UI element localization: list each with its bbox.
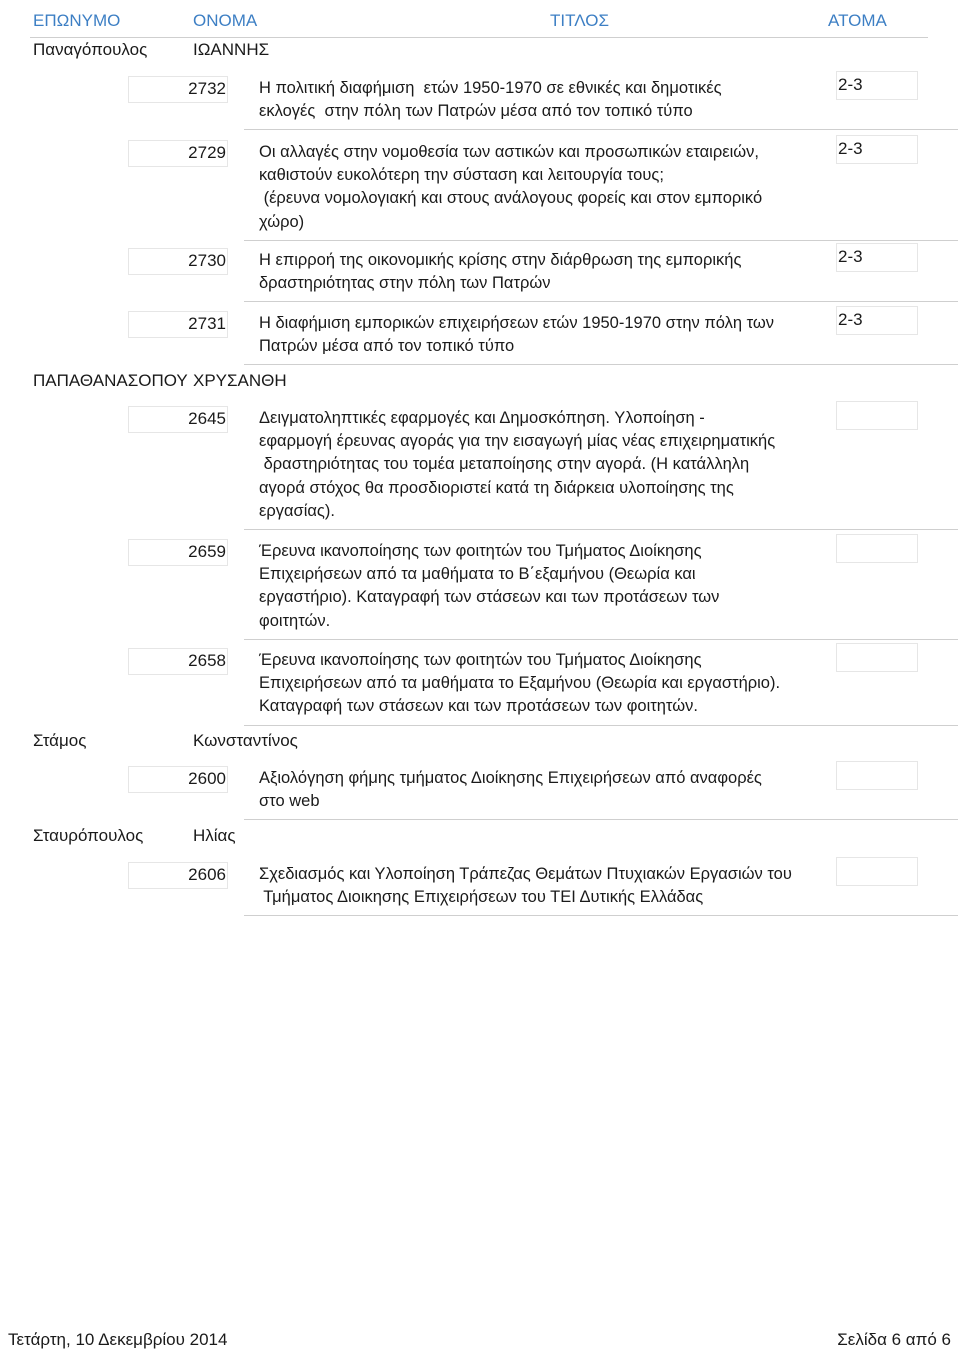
- thesis-title: [259, 767, 819, 813]
- thesis-title-line: εφαρμογή έρευνας αγοράς για την εισαγωγή μίας νέας επιχειρηματικής: [259, 432, 776, 451]
- row-divider: [244, 915, 958, 916]
- people-count-box: [836, 401, 918, 430]
- thesis-row: [0, 645, 960, 727]
- header-name: ΟΝΟΜΑ: [193, 11, 258, 30]
- header-people: ΑΤΟΜΑ: [828, 11, 887, 30]
- person-row: [30, 826, 928, 852]
- thesis-code: 2659: [188, 542, 226, 561]
- thesis-row: [0, 763, 960, 821]
- thesis-title-line: χώρο): [259, 212, 305, 231]
- thesis-title-line: αγορά στόχος θα προσδιοριστεί κατά τη διάρκεια υλοποίησης της: [259, 478, 734, 497]
- person-surname: ΠΑΠΑΘΑΝΑΣΟΠΟΥ: [33, 371, 188, 390]
- thesis-title: [259, 249, 819, 295]
- thesis-title-line: στο web: [259, 792, 320, 811]
- people-count-box: [836, 643, 918, 672]
- thesis-title-line: Καταγραφή των στάσεων και των προτάσεων των φοιτητών.: [259, 697, 698, 716]
- thesis-title: [259, 77, 819, 123]
- people-count-box: [836, 534, 918, 563]
- thesis-title-line: Η πολιτική διαφήμιση ετών 1950-1970 σε εθνικές και δημοτικές: [259, 79, 722, 97]
- thesis-title-line: Η επιρροή της οικονομικής κρίσης στην διάρθρωση της εμπορικής: [259, 251, 742, 269]
- thesis-row: [0, 859, 960, 917]
- people-count-box: [836, 761, 918, 790]
- person-surname: Σταυρόπουλος: [33, 826, 144, 845]
- people-count-box: [836, 857, 918, 886]
- thesis-code: 2658: [188, 651, 226, 670]
- thesis-title: [259, 649, 819, 719]
- thesis-code: 2730: [188, 251, 226, 270]
- person-row: [30, 40, 928, 66]
- thesis-title-line: Σχεδιασμός και Υλοποίηση Τράπεζας Θεμάτων Πτυχιακών Εργασιών του: [259, 865, 792, 883]
- thesis-title: [259, 407, 819, 523]
- row-divider: [244, 529, 958, 530]
- person-surname: Παναγόπουλος: [33, 40, 148, 59]
- thesis-title-line: φοιτητών.: [259, 611, 331, 630]
- thesis-row: [0, 403, 960, 531]
- thesis-row: [0, 137, 960, 242]
- thesis-title-line: Έρευνα ικανοποίησης των φοιτητών του Τμήματος Διοίκησης: [259, 651, 702, 669]
- row-divider: [244, 240, 958, 241]
- thesis-title-line: δραστηριότητας στην πόλη των Πατρών: [259, 274, 551, 293]
- person-row: [30, 731, 928, 757]
- thesis-row: [0, 536, 960, 641]
- row-divider: [244, 819, 958, 820]
- person-row: [30, 371, 928, 397]
- person-name: ΧΡΥΣΑΝΘΗ: [193, 371, 287, 390]
- thesis-title-line: Επιχειρήσεων από τα μαθήματα το Β΄εξαμήνου (Θεωρία και: [259, 565, 696, 584]
- thesis-row: [0, 308, 960, 366]
- person-name: Κωνσταντίνος: [193, 731, 298, 750]
- thesis-row: [0, 73, 960, 131]
- thesis-title-line: Έρευνα ικανοποίησης των φοιτητών του Τμήματος Διοίκησης: [259, 542, 702, 560]
- header-surname: ΕΠΩΝΥΜΟ: [33, 11, 121, 30]
- thesis-title-line: εργαστήριο). Καταγραφή των στάσεων και των προτάσεων των: [259, 588, 720, 607]
- row-divider: [244, 639, 958, 640]
- footer-date: Τετάρτη, 10 Δεκεμβρίου 2014: [8, 1330, 228, 1349]
- person-name: Ηλίας: [193, 826, 236, 845]
- thesis-code: 2645: [188, 409, 226, 428]
- thesis-title: [259, 141, 819, 234]
- thesis-title-line: καθιστούν ευκολότερη την σύσταση και λειτουργία τους;: [259, 166, 664, 185]
- thesis-code: 2731: [188, 314, 226, 333]
- thesis-title-line: Πατρών μέσα από τον τοπικό τύπο: [259, 337, 515, 356]
- thesis-code: 2600: [188, 769, 226, 788]
- thesis-title-line: Επιχειρήσεων από τα μαθήματα το Εξαμήνου (Θεωρία και εργαστήριο).: [259, 674, 781, 693]
- thesis-code: 2729: [188, 143, 226, 162]
- thesis-title-line: Η διαφήμιση εμπορικών επιχειρήσεων ετών 1950-1970 στην πόλη των: [259, 314, 775, 332]
- thesis-title-line: δραστηριότητας του τομέα μεταποίησης στην αγορά. (Η κατάλληλη: [259, 455, 750, 474]
- people-count: 2-3: [838, 247, 863, 266]
- table-header: [30, 8, 928, 38]
- thesis-title-line: Αξιολόγηση φήμης τμήματος Διοίκησης Επιχειρήσεων από αναφορές: [259, 769, 762, 787]
- thesis-title: [259, 863, 819, 909]
- people-count: 2-3: [838, 139, 863, 158]
- thesis-title-line: (έρευνα νομολογιακή και στους ανάλογους φορείς και στον εμπορικό: [259, 189, 763, 208]
- thesis-title-line: Δειγματοληπτικές εφαρμογές και Δημοσκόπηση. Υλοποίηση -: [259, 409, 705, 427]
- header-title: ΤΙΤΛΟΣ: [550, 11, 609, 30]
- thesis-code: 2606: [188, 865, 226, 884]
- people-count: 2-3: [838, 310, 863, 329]
- thesis-title-line: Τμήματος Διοικησης Επιχειρήσεων του ΤΕΙ Δυτικής Ελλάδας: [259, 888, 704, 907]
- row-divider: [244, 364, 958, 365]
- row-divider: [244, 129, 958, 130]
- thesis-row: [0, 245, 960, 303]
- footer-page-number: Σελίδα 6 από 6: [837, 1330, 951, 1349]
- row-divider: [244, 301, 958, 302]
- people-count: 2-3: [838, 75, 863, 94]
- thesis-title-line: Οι αλλαγές στην νομοθεσία των αστικών και προσωπικών εταιρειών,: [259, 143, 759, 161]
- row-divider: [244, 725, 958, 726]
- thesis-code: 2732: [188, 79, 226, 98]
- person-name: ΙΩΑΝΝΗΣ: [193, 40, 270, 59]
- thesis-title-line: εκλογές στην πόλη των Πατρών μέσα από τον τοπικό τύπο: [259, 102, 693, 121]
- thesis-title: [259, 312, 819, 358]
- person-surname: Στάμος: [33, 731, 87, 750]
- thesis-title-line: εργασίας).: [259, 501, 335, 520]
- thesis-title: [259, 540, 819, 633]
